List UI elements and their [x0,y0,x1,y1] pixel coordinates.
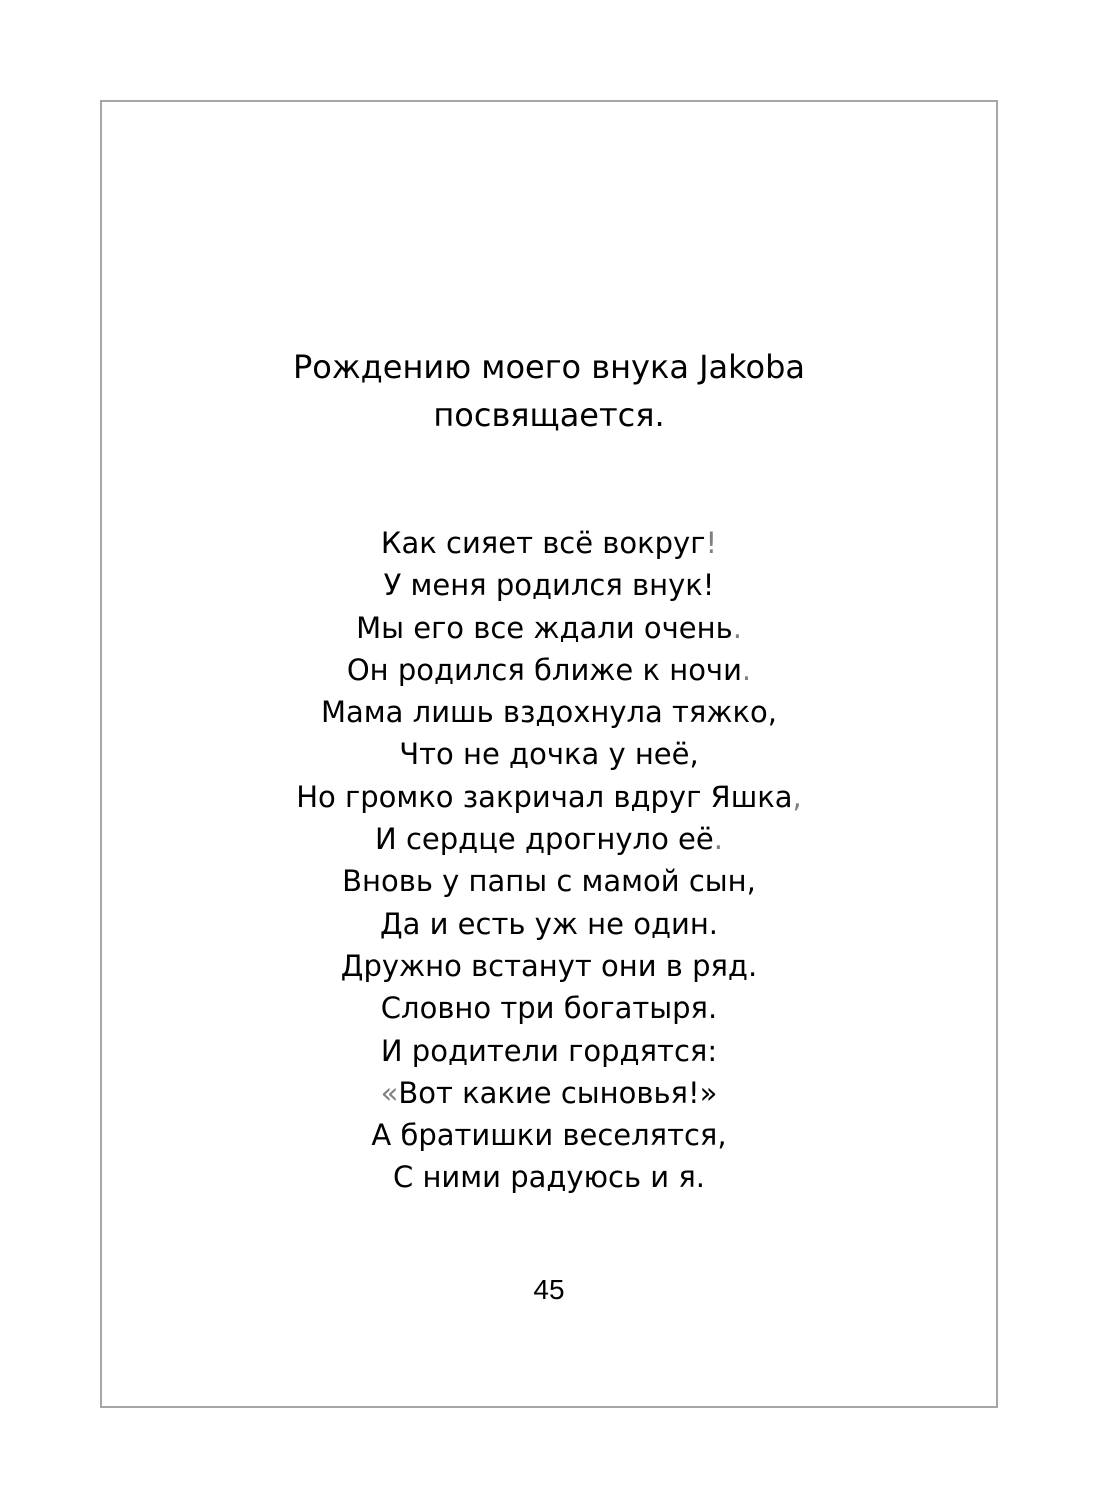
dedication-line-1: Рождению моего внука Jakoba [292,348,806,386]
poem-line-text: С ними радуюсь и я. [392,1160,705,1195]
poem-line-text: Что не дочка у неё, [399,737,699,772]
poem-line [100,776,998,818]
poem-line-text: Но громко закричал вдруг Яшка [296,779,793,814]
poem-line-punct: . [732,610,742,645]
poem-line-text: Мы его все ждали очень [356,610,733,645]
poem-line-text: Вот какие сыновья!» [398,1075,718,1110]
poem-line [100,1156,998,1198]
poem-line-text: Да и есть уж не один. [379,906,719,941]
poem-line [100,691,998,733]
poem-line-text: Словно три богатыря. [380,991,718,1026]
poem-line [100,945,998,987]
poem-line [100,987,998,1029]
poem-line-text: И сердце дрогнуло её [375,822,714,857]
poem-line-text: А братишки веселятся, [371,1118,727,1153]
poem-line-text: У меня родился внук! [383,568,715,603]
poem-line-text: Вновь у папы с мамой сын, [342,864,756,899]
poem-line-text: Он родился ближе к ночи [346,652,742,687]
poem-line-punct: . [713,822,723,857]
poem-line-lead-quote: « [380,1075,399,1110]
poem-line [100,903,998,945]
poem-line-text: Как сияет всё вокруг [380,526,706,560]
poem-line [100,1030,998,1072]
poem-line-text: И родители гордятся: [380,1033,718,1068]
poem-line [100,860,998,902]
poem-line-punct: . [741,652,752,687]
poem-line [100,564,998,606]
poem [100,522,998,1199]
dedication [100,343,998,439]
poem-line [100,649,998,691]
page-number: 45 [533,1274,565,1305]
poem-line [100,818,998,860]
poem-line-punct: ! [705,526,718,560]
poem-line-punct: , [792,779,802,814]
poem-line-text: Мама лишь вздохнула тяжко, [321,695,777,730]
poem-line [100,1072,998,1114]
poem-line [100,733,998,775]
poem-line [100,522,998,564]
poem-line [100,1114,998,1156]
poem-line [100,607,998,649]
poem-line-text: Дружно встанут они в ряд. [340,948,758,983]
dedication-line-2: посвящается. [433,396,665,434]
